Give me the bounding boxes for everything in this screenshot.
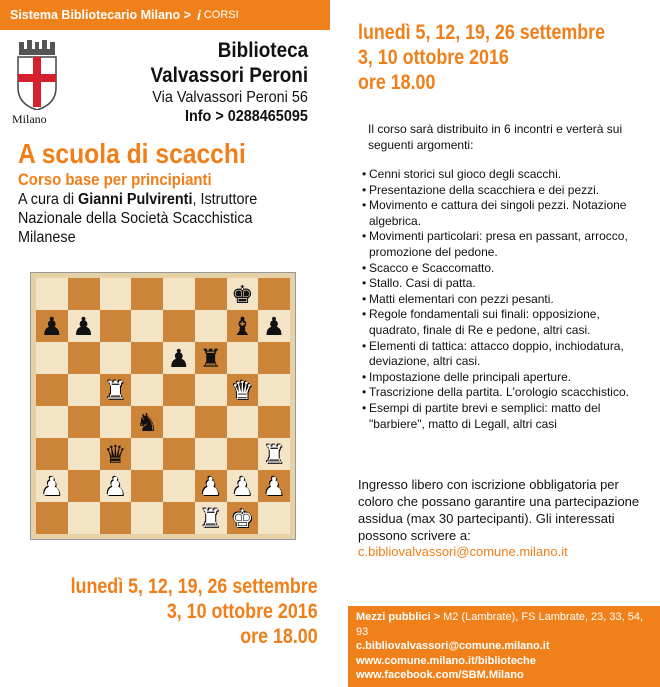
board-square (258, 502, 290, 534)
board-square (195, 342, 227, 374)
board-square (195, 406, 227, 438)
topic-item: • Stallo. Casi di patta. (362, 276, 652, 292)
schedule-time: ore 18.00 (240, 625, 318, 648)
board-square (100, 502, 132, 534)
footer-box (348, 606, 660, 687)
schedule-dates-line2: 3, 10 ottobre 2016 (167, 600, 318, 623)
white-rook-icon: ♜ (199, 503, 222, 533)
board-square (131, 470, 163, 502)
board-square (131, 502, 163, 534)
schedule-dates-line2: 3, 10 ottobre 2016 (358, 46, 509, 69)
board-square (36, 310, 68, 342)
system-label[interactable]: Sistema Bibliotecario Milano > (10, 8, 191, 22)
black-king-icon: ♚ (231, 279, 254, 309)
board-square (68, 502, 100, 534)
topic-item: • Regole fondamentali sui finali: opposizione, quadrato, finale di Re e pedone, altri casi. (362, 307, 652, 338)
board-square (227, 406, 259, 438)
header-bar (0, 0, 330, 30)
curator-role: , Istruttore Nazionale della Società Scacchistica Milanese (18, 191, 258, 246)
curator-prefix: A cura di (18, 191, 75, 208)
board-square (258, 406, 290, 438)
board-square (100, 374, 132, 406)
white-pawn-icon: ♟ (40, 471, 64, 501)
topic-item: • Matti elementari con pezzi pesanti. (362, 292, 652, 308)
white-pawn-icon: ♟ (231, 471, 254, 501)
board-square (131, 406, 163, 438)
topic-item: • Elementi di tattica: attacco doppio, inchiodatura, deviazione, altri casi. (362, 339, 652, 370)
course-title: A scuola di scacchi (18, 138, 246, 169)
board-square (68, 374, 100, 406)
schedule-time: ore 18.00 (358, 71, 436, 94)
info-glyph: i (196, 7, 201, 23)
course-curator (18, 190, 306, 247)
black-knight-icon: ♞ (135, 407, 159, 437)
black-rook-icon: ♜ (199, 343, 222, 373)
footer-website-link[interactable]: www.comune.milano.it/biblioteche (356, 654, 536, 667)
white-pawn-icon: ♟ (104, 471, 127, 501)
footer-email-link[interactable]: c.bibliovalvassori@comune.milano.it (356, 640, 550, 652)
topic-item: • Presentazione della scacchiera e dei pezzi. (362, 183, 652, 199)
milano-crest-icon (14, 40, 60, 110)
library-name-line2: Valvassori Peroni (150, 64, 308, 87)
library-name-line1: Biblioteca (217, 39, 308, 62)
board-square (68, 310, 100, 342)
board-square (131, 310, 163, 342)
white-rook-icon: ♜ (262, 439, 286, 469)
board-square (227, 310, 259, 342)
board-square (100, 278, 132, 310)
course-subtitle: Corso base per principianti (18, 170, 212, 189)
library-name (150, 38, 308, 88)
white-pawn-icon: ♟ (199, 471, 222, 501)
board-square (68, 278, 100, 310)
info-label: Info > (185, 108, 224, 125)
schedule-bottom (71, 574, 318, 649)
library-contact (152, 88, 308, 126)
crest-city-label: Milano (12, 112, 47, 126)
curator-name: Gianni Pulvirenti (78, 191, 193, 208)
board-square (36, 470, 68, 502)
board-square (258, 342, 290, 374)
board-square (100, 342, 132, 374)
board-square (100, 470, 132, 502)
board-square (68, 406, 100, 438)
black-queen-icon: ♛ (104, 439, 127, 469)
board-square (195, 278, 227, 310)
black-pawn-icon: ♟ (262, 311, 286, 341)
board-square (258, 374, 290, 406)
board-square (227, 502, 259, 534)
board-square (68, 470, 100, 502)
board-square (258, 278, 290, 310)
board-square (68, 438, 100, 470)
board-square (258, 470, 290, 502)
board-square (131, 438, 163, 470)
board-square (100, 438, 132, 470)
board-square (100, 406, 132, 438)
board-square (163, 438, 195, 470)
transport-label: Mezzi pubblici > (356, 611, 441, 623)
white-queen-icon: ♛ (231, 375, 254, 405)
footer-transport (356, 610, 652, 639)
library-address: Via Valvassori Peroni 56 (152, 89, 308, 106)
chess-board (30, 272, 296, 540)
topic-item: • Cenni storici sul gioco degli scacchi. (362, 167, 652, 183)
board-square (131, 342, 163, 374)
board-square (163, 310, 195, 342)
black-pawn-icon: ♟ (167, 343, 191, 373)
topic-item: • Trascrizione della partita. L'orologio scacchistico. (362, 385, 652, 401)
program-topics (362, 167, 652, 432)
board-square (195, 438, 227, 470)
topic-item: • Movimento e cattura dei singoli pezzi. Notazione algebrica. (362, 198, 652, 229)
board-square (163, 342, 195, 374)
board-square (36, 438, 68, 470)
board-square (131, 374, 163, 406)
schedule-dates-line1: lunedì 5, 12, 19, 26 settembre (358, 21, 606, 44)
board-square (227, 342, 259, 374)
board-square (163, 374, 195, 406)
library-phone[interactable]: 0288465095 (227, 108, 308, 125)
topic-item: • Impostazione delle principali aperture. (362, 370, 652, 386)
board-square (227, 278, 259, 310)
board-square (163, 470, 195, 502)
section-label[interactable]: CORSI (203, 9, 239, 21)
board-square (258, 438, 290, 470)
board-square (227, 438, 259, 470)
schedule-dates-line1: lunedì 5, 12, 19, 26 settembre (70, 575, 318, 598)
board-square (258, 310, 290, 342)
transport-text: M2 (Lambrate), FS Lambrate, 23, 33, 54, 93 (356, 611, 644, 638)
board-square (163, 406, 195, 438)
board-square (227, 470, 259, 502)
board-square (100, 310, 132, 342)
black-pawn-icon: ♟ (40, 311, 64, 341)
board-square (195, 470, 227, 502)
schedule-top (358, 20, 605, 95)
board-square (36, 374, 68, 406)
registration-email-link[interactable]: c.bibliovalvassori@comune.milano.it (358, 544, 568, 559)
topic-item: • Scacco e Scaccomatto. (362, 261, 652, 277)
white-king-icon: ♚ (231, 503, 254, 533)
topic-item: • Esempi di partite brevi e semplici: matto del "barbiere", matto di Legall, altri casi (362, 401, 652, 432)
topic-item: • Movimenti particolari: presa en passant, arrocco, promozione del pedone. (362, 229, 652, 260)
board-square (36, 278, 68, 310)
board-square (36, 406, 68, 438)
board-square (36, 342, 68, 374)
board-square (131, 278, 163, 310)
black-bishop-icon: ♝ (231, 311, 254, 341)
board-square (195, 310, 227, 342)
board-square (163, 278, 195, 310)
white-rook-icon: ♜ (104, 375, 127, 405)
board-square (195, 374, 227, 406)
registration-text: Ingresso libero con iscrizione obbligatoria per coloro che possano garantire una partecipazione assidua (max 30 partecipanti). Gli interessati possono scrivere a: (358, 477, 640, 543)
library-info (152, 107, 308, 126)
footer-facebook-link[interactable]: www.facebook.com/SBM.Milano (356, 669, 524, 681)
chess-board-grid (36, 278, 290, 534)
program-intro: Il corso sarà distribuito in 6 incontri e verterà sui seguenti argomenti: (368, 122, 623, 152)
board-square (163, 502, 195, 534)
white-pawn-icon: ♟ (262, 471, 286, 501)
board-square (36, 502, 68, 534)
black-pawn-icon: ♟ (72, 311, 95, 341)
board-square (227, 374, 259, 406)
board-square (68, 342, 100, 374)
board-square (195, 502, 227, 534)
